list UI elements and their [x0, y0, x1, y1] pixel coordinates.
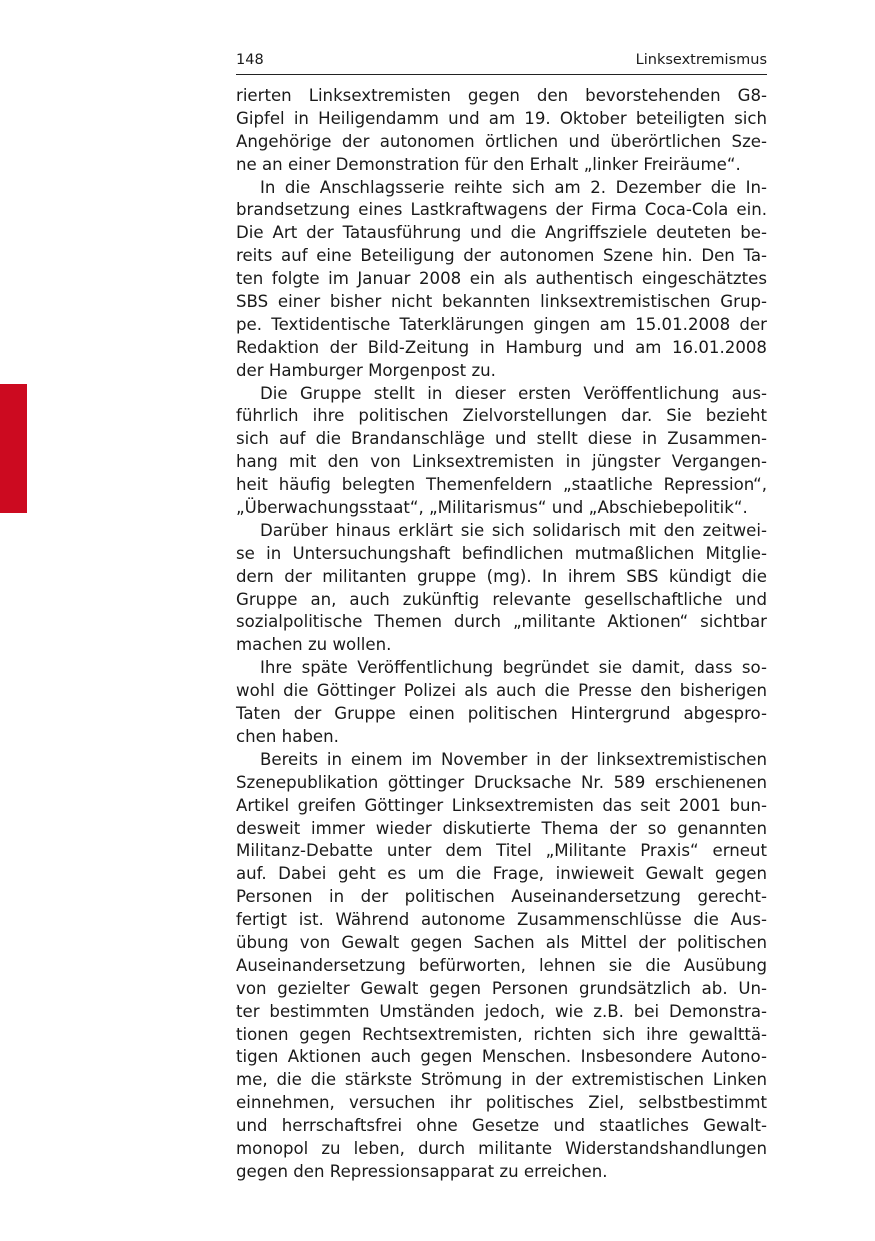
text-line: me, die die stärkste Strömung in der extremistischen Linken [236, 1070, 767, 1090]
text-line: Taten der Gruppe einen politischen Hintergrund abgespro- [236, 704, 767, 724]
text-line: sich auf die Brandanschläge und stellt diese in Zusammen- [236, 429, 767, 449]
text-line: fertigt ist. Während autonome Zusammenschlüsse die Aus- [236, 910, 767, 930]
text-line: Die Art der Tatausführung und die Angriffsziele deuteten be- [236, 223, 767, 243]
text-line: reits auf eine Beteiligung der autonomen Szene hin. Den Ta- [236, 246, 767, 266]
text-line: gegen den Repressionsapparat zu erreichen. [236, 1161, 608, 1181]
text-line: Gruppe an, auch zukünftig relevante gesellschaftliche und [236, 589, 767, 609]
text-line: ne an einer Demonstration für den Erhalt „linker Freiräume“. [236, 154, 741, 174]
text-line: wohl die Göttinger Polizei als auch die Presse den bisherigen [236, 681, 767, 701]
text-line: Redaktion der Bild-Zeitung in Hamburg und am 16.01.2008 [236, 337, 767, 357]
text-line: machen zu wollen. [236, 635, 392, 655]
text-line: heit häufig belegten Themenfeldern „staatliche Repression“, [236, 475, 767, 495]
text-line: desweit immer wieder diskutierte Thema der so genannten [236, 818, 767, 838]
text-line: dern der militanten gruppe (mg). In ihrem SBS kündigt die [236, 566, 767, 586]
text-line: Personen in der politischen Auseinandersetzung gerecht- [236, 887, 767, 907]
text-line: von gezielter Gewalt gegen Personen grundsätzlich ab. Un- [236, 978, 767, 998]
text-line: SBS einer bisher nicht bekannten linksextremistischen Grup- [236, 292, 767, 312]
text-line: tionen gegen Rechtsextremisten, richten sich ihre gewalttä- [236, 1024, 767, 1044]
text-line: übung von Gewalt gegen Sachen als Mittel der politischen [236, 932, 767, 952]
page-number: 148 [236, 52, 264, 68]
text-line: der Hamburger Morgenpost zu. [236, 360, 496, 380]
text-line: Artikel greifen Göttinger Linksextremisten das seit 2001 bun- [236, 795, 767, 815]
chapter-marker-tab [0, 384, 27, 513]
text-line: Militanz-Debatte unter dem Titel „Militante Praxis“ erneut [236, 841, 767, 861]
text-line: Auseinandersetzung befürworten, lehnen sie die Ausübung [236, 955, 767, 975]
page-header [236, 50, 767, 75]
text-line: auf. Dabei geht es um die Frage, inwieweit Gewalt gegen [236, 864, 767, 884]
body-text [236, 85, 767, 1184]
text-line: Bereits in einem im November in der linksextremistischen [260, 749, 767, 769]
text-line: tigen Aktionen auch gegen Menschen. Insbesondere Autono- [236, 1047, 767, 1067]
text-line: brandsetzung eines Lastkraftwagens der Firma Coca-Cola ein. [236, 200, 767, 220]
text-line: Gipfel in Heiligendamm und am 19. Oktober beteiligten sich [236, 108, 767, 128]
text-line: „Überwachungsstaat“, „Militarismus“ und „Abschiebepolitik“. [236, 498, 748, 518]
text-line: hang mit den von Linksextremisten in jüngster Vergangen- [236, 452, 767, 472]
text-line: se in Untersuchungshaft befindlichen mutmaßlichen Mitglie- [236, 543, 767, 563]
text-line: Szenepublikation göttinger Drucksache Nr. 589 erschienenen [236, 772, 767, 792]
text-line: monopol zu leben, durch militante Widerstandshandlungen [236, 1138, 767, 1158]
text-line: pe. Textidentische Taterklärungen gingen am 15.01.2008 der [236, 314, 767, 334]
text-line: einnehmen, versuchen ihr politisches Ziel, selbstbestimmt [236, 1093, 767, 1113]
text-line: Die Gruppe stellt in dieser ersten Veröffentlichung aus- [260, 383, 767, 403]
text-line: sozialpolitische Themen durch „militante Aktionen“ sichtbar [236, 612, 767, 632]
text-line: und herrschaftsfrei ohne Gesetze und staatliches Gewalt- [236, 1116, 767, 1136]
text-line: führlich ihre politischen Zielvorstellungen dar. Sie bezieht [236, 406, 767, 426]
text-line: chen haben. [236, 726, 339, 746]
text-line: Angehörige der autonomen örtlichen und überörtlichen Sze- [236, 131, 767, 151]
text-line: ten folgte im Januar 2008 ein als authentisch eingeschätztes [236, 269, 767, 289]
text-line: Ihre späte Veröffentlichung begründet sie damit, dass so- [260, 658, 767, 678]
text-line: rierten Linksextremisten gegen den bevorstehenden G8- [236, 86, 767, 105]
text-line: ter bestimmten Umständen jedoch, wie z.B. bei Demonstra- [236, 1001, 767, 1021]
running-title: Linksextremismus [635, 52, 767, 68]
text-line: In die Anschlagsserie reihte sich am 2. Dezember die In- [260, 177, 767, 197]
text-line: Darüber hinaus erklärt sie sich solidarisch mit den zeitwei- [260, 520, 767, 540]
